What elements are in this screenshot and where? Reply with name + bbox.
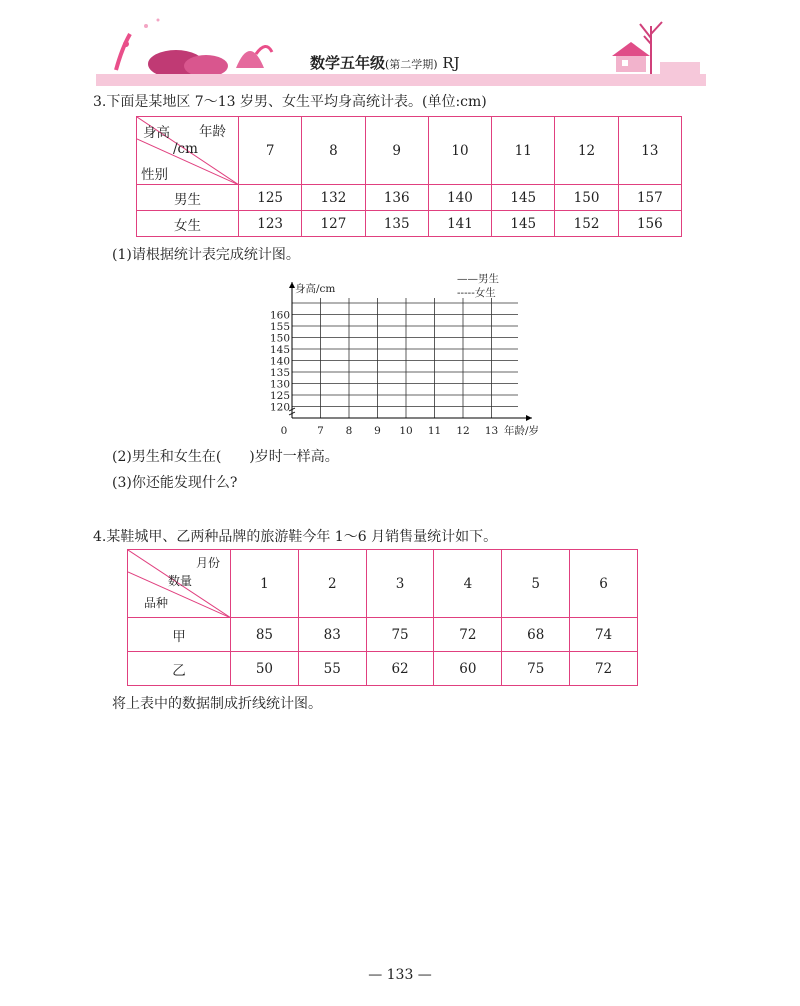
table-cell: 157 (618, 185, 681, 211)
y-tick-label: 125 (269, 390, 290, 402)
table-cell: 55 (298, 652, 366, 686)
table-cell: 145 (492, 211, 555, 237)
y-tick-label: 135 (269, 367, 290, 379)
q3-table-corner (137, 117, 239, 185)
y-tick-label: 130 (269, 378, 290, 391)
page-number: — 133 — (368, 967, 432, 983)
table-cell: 136 (365, 185, 428, 211)
table-cell: 72 (434, 618, 502, 652)
corner-brand-label: 品种 (144, 596, 169, 610)
age-header: 11 (492, 117, 555, 185)
month-header: 2 (298, 550, 366, 618)
month-header: 6 (570, 550, 638, 618)
age-header: 9 (365, 117, 428, 185)
height-line-chart (262, 270, 562, 440)
table-row (137, 185, 682, 211)
q4-prompt: 4.某鞋城甲、乙两种品牌的旅游鞋今年 1～6 月销售量统计如下。 (93, 529, 498, 545)
month-header: 5 (502, 550, 570, 618)
x-tick-label: 8 (345, 425, 353, 437)
x-tick-label: 13 (484, 425, 499, 437)
table-cell: 60 (434, 652, 502, 686)
table-cell: 135 (365, 211, 428, 237)
x-tick-label: 12 (456, 425, 470, 437)
corner-unit-label: /cm (173, 141, 198, 157)
y-tick-label: 120 (269, 401, 290, 414)
decorative-flower-icon (96, 14, 296, 76)
q3-sub2: (2)男生和女生在( )岁时一样高。 (112, 449, 339, 465)
x-tick-label: 9 (374, 425, 381, 437)
table-row (128, 652, 638, 686)
x-axis-arrow (526, 415, 532, 421)
y-tick-label: 160 (269, 309, 290, 322)
row-label-boys: 男生 (137, 185, 239, 211)
q3-height-table (136, 116, 682, 237)
age-header: 7 (239, 117, 302, 185)
row-label-brand-b: 乙 (128, 652, 231, 686)
x-tick-label: 11 (427, 425, 442, 437)
q3-sub1: (1)请根据统计表完成统计图。 (112, 247, 300, 263)
origin-label: 0 (280, 425, 288, 437)
table-cell: 127 (302, 211, 365, 237)
corner-height-label: 身高 (143, 125, 170, 141)
legend-boys: ——男生 (457, 273, 499, 285)
page-header (96, 14, 706, 88)
q3-sub3: (3)你还能发现什么? (112, 475, 238, 491)
table-cell: 75 (502, 652, 570, 686)
row-label-girls: 女生 (137, 211, 239, 237)
table-cell: 74 (570, 618, 638, 652)
y-tick-label: 150 (269, 332, 290, 345)
table-cell: 72 (570, 652, 638, 686)
month-header: 3 (366, 550, 434, 618)
table-cell: 156 (618, 211, 681, 237)
table-cell: 140 (428, 185, 491, 211)
table-row (137, 211, 682, 237)
row-label-brand-a: 甲 (128, 618, 231, 652)
table-cell: 150 (555, 185, 618, 211)
age-header: 10 (428, 117, 491, 185)
y-tick-label: 145 (269, 344, 290, 356)
legend-girls: -----女生 (457, 287, 496, 299)
age-header: 8 (302, 117, 365, 185)
x-tick-label: 10 (399, 425, 413, 437)
table-cell: 85 (231, 618, 299, 652)
month-header: 4 (434, 550, 502, 618)
table-cell: 132 (302, 185, 365, 211)
table-cell: 141 (428, 211, 491, 237)
header-band (96, 74, 706, 86)
table-cell: 125 (239, 185, 302, 211)
q4-table-corner (128, 550, 231, 618)
table-cell: 83 (298, 618, 366, 652)
table-cell: 145 (492, 185, 555, 211)
table-cell: 123 (239, 211, 302, 237)
age-header: 12 (555, 117, 618, 185)
table-cell: 62 (366, 652, 434, 686)
y-tick-label: 155 (269, 321, 290, 333)
month-header: 1 (231, 550, 299, 618)
corner-quantity-label: 数量 (168, 574, 193, 588)
q3-prompt: 3.下面是某地区 7～13 岁男、女生平均身高统计表。(单位:cm) (93, 94, 487, 110)
x-tick-label: 7 (317, 425, 324, 437)
decorative-house-icon (596, 14, 706, 76)
corner-gender-label: 性别 (141, 167, 168, 183)
table-cell: 75 (366, 618, 434, 652)
y-axis-title: 身高/cm (295, 283, 336, 295)
corner-age-label: 年龄 (199, 124, 226, 140)
table-cell: 152 (555, 211, 618, 237)
q4-sales-table (127, 549, 638, 686)
age-header: 13 (618, 117, 681, 185)
q4-instruction: 将上表中的数据制成折线统计图。 (112, 696, 322, 712)
y-tick-label: 140 (269, 355, 290, 368)
corner-month-label: 月份 (196, 556, 221, 570)
book-title: 数学五年级(第二学期) RJ (310, 54, 460, 72)
table-cell: 50 (231, 652, 299, 686)
table-cell: 68 (502, 618, 570, 652)
x-axis-title: 年龄/岁 (504, 425, 540, 437)
table-row (128, 618, 638, 652)
